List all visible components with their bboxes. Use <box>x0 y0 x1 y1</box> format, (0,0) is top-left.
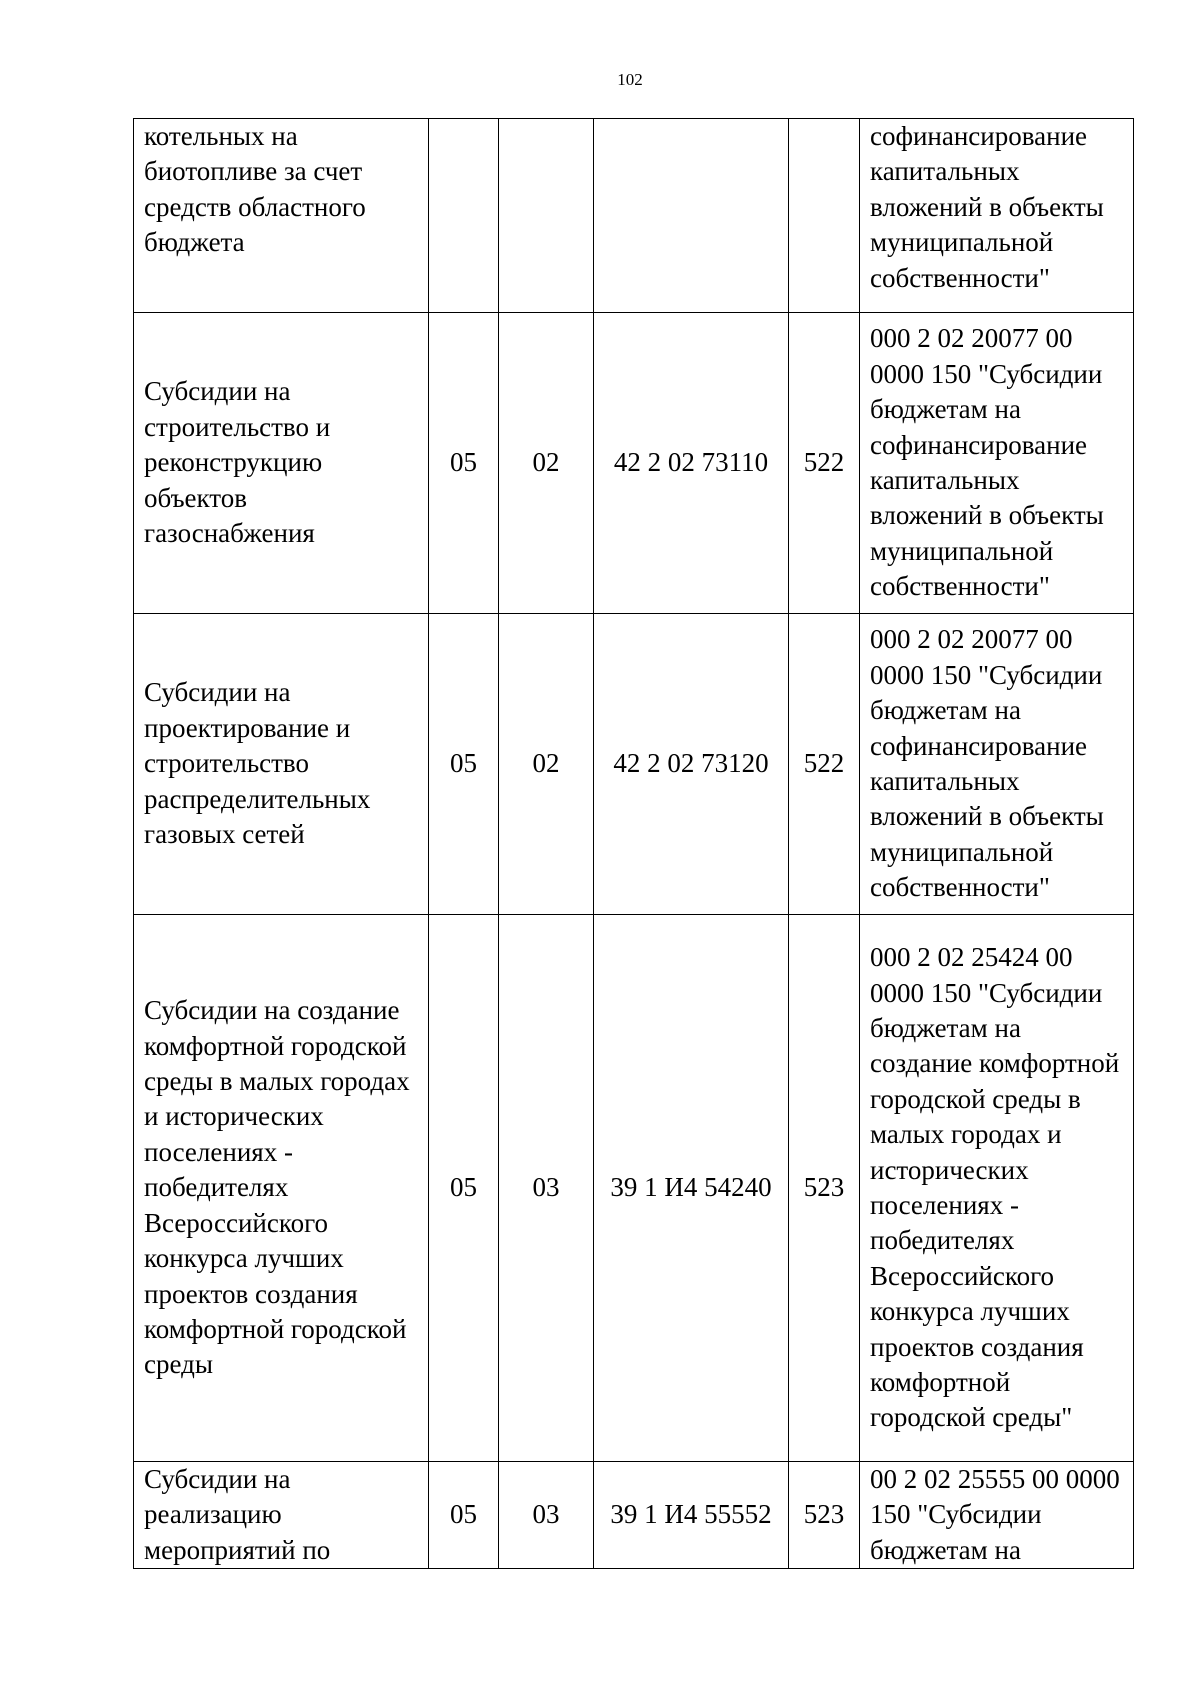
row-name-cell: Субсидии на строительство и реконструкцию объектов газоснабжения <box>134 313 429 614</box>
page-number: 102 <box>617 70 643 89</box>
row-name-cell: котельных на биотопливе за счет средств областного бюджета <box>134 119 429 313</box>
expense-type-cell: 523 <box>789 915 860 1462</box>
target-article-cell <box>594 119 789 313</box>
subsection-cell: 02 <box>499 614 594 915</box>
target-article-cell: 39 1 И4 54240 <box>594 915 789 1462</box>
section-cell: 05 <box>429 313 499 614</box>
table-row <box>134 614 1134 915</box>
expense-type-cell <box>789 119 860 313</box>
revenue-code-cell: 000 2 02 25424 00 0000 150 "Субсидии бюджетам на создание комфортной городской среды в малых городах и исторических поселениях - победителях Всероссийского конкурса лучших проектов создания комфортной городской среды" <box>860 915 1134 1462</box>
row-name-cell: Субсидии на реализацию мероприятий по <box>134 1462 429 1569</box>
section-cell <box>429 119 499 313</box>
table-row <box>134 915 1134 1462</box>
section-cell: 05 <box>429 1462 499 1569</box>
expense-type-cell: 522 <box>789 313 860 614</box>
revenue-code-cell: 000 2 02 20077 00 0000 150 "Субсидии бюджетам на софинансирование капитальных вложений в объекты муниципальной собственности" <box>860 614 1134 915</box>
target-article-cell: 42 2 02 73120 <box>594 614 789 915</box>
row-name-cell: Субсидии на проектирование и строительство распределительных газовых сетей <box>134 614 429 915</box>
expense-type-cell: 522 <box>789 614 860 915</box>
table-row <box>134 119 1134 313</box>
table-row <box>134 1462 1134 1569</box>
section-cell: 05 <box>429 614 499 915</box>
target-article-cell: 42 2 02 73110 <box>594 313 789 614</box>
budget-table <box>133 118 1134 1569</box>
expense-type-cell: 523 <box>789 1462 860 1569</box>
row-name-cell: Субсидии на создание комфортной городской среды в малых городах и исторических поселениях - победителях Всероссийского конкурса лучших проектов создания комфортной городской среды <box>134 915 429 1462</box>
subsection-cell <box>499 119 594 313</box>
revenue-code-cell: 00 2 02 25555 00 0000 150 "Субсидии бюджетам на <box>860 1462 1134 1569</box>
section-cell: 05 <box>429 915 499 1462</box>
table-row <box>134 313 1134 614</box>
subsection-cell: 02 <box>499 313 594 614</box>
revenue-code-cell: софинансирование капитальных вложений в объекты муниципальной собственности" <box>860 119 1134 313</box>
target-article-cell: 39 1 И4 55552 <box>594 1462 789 1569</box>
subsection-cell: 03 <box>499 915 594 1462</box>
revenue-code-cell: 000 2 02 20077 00 0000 150 "Субсидии бюджетам на софинансирование капитальных вложений в объекты муниципальной собственности" <box>860 313 1134 614</box>
subsection-cell: 03 <box>499 1462 594 1569</box>
